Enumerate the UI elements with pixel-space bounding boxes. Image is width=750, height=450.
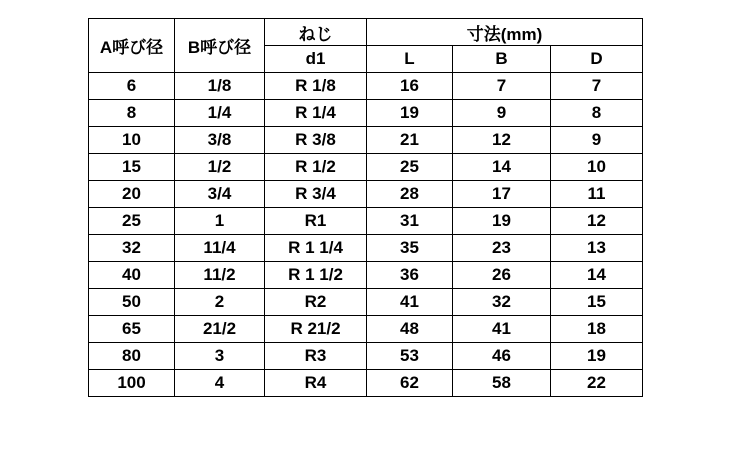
cell-thread-d1: R4 (265, 370, 367, 397)
table-row (89, 181, 643, 208)
table-header (89, 19, 643, 73)
cell-thread-d1: R 3/4 (265, 181, 367, 208)
cell-length-l: 31 (367, 208, 453, 235)
cell-a-diameter: 15 (89, 154, 175, 181)
cell-thread-d1: R 21/2 (265, 316, 367, 343)
cell-thread-d1: R 1/4 (265, 100, 367, 127)
cell-diameter-d: 14 (551, 262, 643, 289)
cell-b-diameter: 21/2 (175, 316, 265, 343)
cell-length-l: 28 (367, 181, 453, 208)
cell-width-b: 23 (453, 235, 551, 262)
cell-b-diameter: 1/4 (175, 100, 265, 127)
cell-diameter-d: 7 (551, 73, 643, 100)
cell-diameter-d: 8 (551, 100, 643, 127)
cell-diameter-d: 11 (551, 181, 643, 208)
specification-table (88, 18, 643, 397)
cell-b-diameter: 1/2 (175, 154, 265, 181)
cell-length-l: 35 (367, 235, 453, 262)
cell-a-diameter: 50 (89, 289, 175, 316)
cell-thread-d1: R1 (265, 208, 367, 235)
cell-a-diameter: 20 (89, 181, 175, 208)
cell-length-l: 21 (367, 127, 453, 154)
table-row (89, 154, 643, 181)
cell-diameter-d: 13 (551, 235, 643, 262)
cell-width-b: 12 (453, 127, 551, 154)
cell-length-l: 48 (367, 316, 453, 343)
header-l: L (367, 46, 453, 73)
cell-thread-d1: R2 (265, 289, 367, 316)
cell-width-b: 7 (453, 73, 551, 100)
cell-thread-d1: R 1/2 (265, 154, 367, 181)
cell-length-l: 36 (367, 262, 453, 289)
cell-a-diameter: 25 (89, 208, 175, 235)
table-row (89, 73, 643, 100)
cell-diameter-d: 10 (551, 154, 643, 181)
cell-a-diameter: 32 (89, 235, 175, 262)
table-row (89, 235, 643, 262)
cell-diameter-d: 22 (551, 370, 643, 397)
cell-diameter-d: 12 (551, 208, 643, 235)
header-d: D (551, 46, 643, 73)
cell-a-diameter: 100 (89, 370, 175, 397)
cell-b-diameter: 11/4 (175, 235, 265, 262)
cell-width-b: 17 (453, 181, 551, 208)
cell-b-diameter: 3 (175, 343, 265, 370)
cell-a-diameter: 6 (89, 73, 175, 100)
cell-width-b: 58 (453, 370, 551, 397)
cell-length-l: 16 (367, 73, 453, 100)
cell-diameter-d: 18 (551, 316, 643, 343)
table-row (89, 343, 643, 370)
cell-width-b: 46 (453, 343, 551, 370)
header-b: B (453, 46, 551, 73)
table-row (89, 289, 643, 316)
cell-width-b: 26 (453, 262, 551, 289)
header-a-diameter: A呼び径 (89, 19, 175, 73)
cell-thread-d1: R 1 1/4 (265, 235, 367, 262)
cell-thread-d1: R 3/8 (265, 127, 367, 154)
cell-b-diameter: 4 (175, 370, 265, 397)
cell-a-diameter: 40 (89, 262, 175, 289)
cell-diameter-d: 9 (551, 127, 643, 154)
table-row (89, 100, 643, 127)
cell-length-l: 25 (367, 154, 453, 181)
cell-a-diameter: 65 (89, 316, 175, 343)
cell-thread-d1: R 1/8 (265, 73, 367, 100)
cell-b-diameter: 1 (175, 208, 265, 235)
cell-diameter-d: 15 (551, 289, 643, 316)
cell-width-b: 9 (453, 100, 551, 127)
table-row (89, 262, 643, 289)
cell-b-diameter: 3/4 (175, 181, 265, 208)
cell-width-b: 19 (453, 208, 551, 235)
cell-length-l: 53 (367, 343, 453, 370)
cell-width-b: 32 (453, 289, 551, 316)
cell-length-l: 41 (367, 289, 453, 316)
cell-length-l: 62 (367, 370, 453, 397)
table-body (89, 73, 643, 397)
cell-width-b: 14 (453, 154, 551, 181)
table-row (89, 127, 643, 154)
cell-width-b: 41 (453, 316, 551, 343)
header-dimensions: 寸法(mm) (367, 19, 643, 46)
cell-b-diameter: 3/8 (175, 127, 265, 154)
cell-b-diameter: 2 (175, 289, 265, 316)
header-b-diameter: B呼び径 (175, 19, 265, 73)
cell-diameter-d: 19 (551, 343, 643, 370)
table-row (89, 316, 643, 343)
cell-thread-d1: R3 (265, 343, 367, 370)
cell-b-diameter: 1/8 (175, 73, 265, 100)
header-d1: d1 (265, 46, 367, 73)
table-row (89, 208, 643, 235)
table-row (89, 370, 643, 397)
cell-a-diameter: 10 (89, 127, 175, 154)
cell-a-diameter: 8 (89, 100, 175, 127)
cell-a-diameter: 80 (89, 343, 175, 370)
cell-thread-d1: R 1 1/2 (265, 262, 367, 289)
cell-length-l: 19 (367, 100, 453, 127)
header-thread: ねじ (265, 19, 367, 46)
header-row-top (89, 19, 643, 46)
cell-b-diameter: 11/2 (175, 262, 265, 289)
